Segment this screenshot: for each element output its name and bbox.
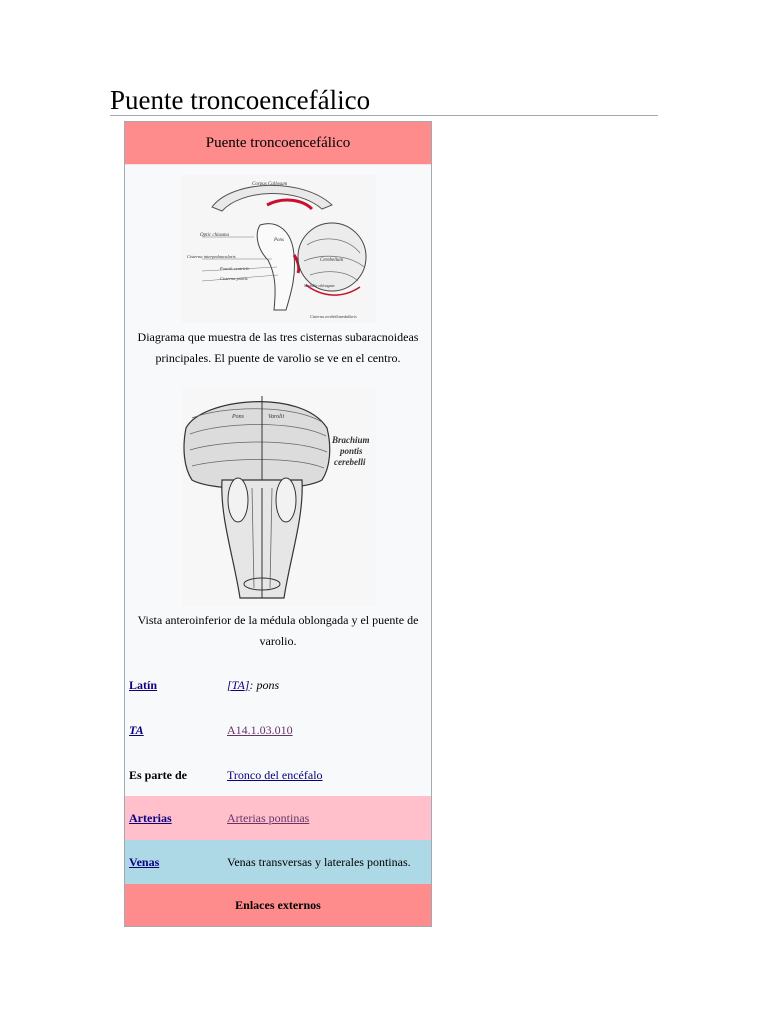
- part-of-label: Es parte de: [129, 767, 187, 782]
- diagram-label: Cisterna interpeduncularis: [187, 254, 236, 259]
- ta-bracket-link[interactable]: [TA]: [227, 677, 250, 692]
- diagram-label: Brachium: [332, 435, 370, 445]
- diagram-label: pontis: [340, 446, 363, 456]
- external-links-header: Enlaces externos: [125, 884, 431, 926]
- diagram-label: Varolii: [268, 414, 285, 420]
- image2-caption: Vista anteroinferior de la médula oblongada y el puente de varolio.: [137, 613, 419, 648]
- brain-sagittal-drawing: [182, 175, 376, 323]
- brainstem-link[interactable]: Tronco del encéfalo: [227, 767, 323, 782]
- ta-code-link[interactable]: A14.1.03.010: [227, 722, 293, 737]
- diagram-label: Fourth ventricle: [220, 266, 250, 271]
- latin-value: [227, 678, 279, 693]
- diagram-label: Pons: [274, 238, 284, 243]
- veins-link[interactable]: Venas: [129, 854, 160, 869]
- brain-sagittal-image[interactable]: [182, 175, 376, 323]
- diagram-label: Medulla oblongata: [304, 283, 335, 288]
- image1-caption: Diagrama que muestra de las tres cisternas subaracnoideas principales. El puente de varolio se ve en el centro.: [137, 330, 419, 365]
- infobox: [124, 121, 432, 927]
- diagram-label: Optic chiasma: [200, 233, 230, 238]
- latin-link[interactable]: Latín: [129, 677, 158, 692]
- pontine-arteries-link[interactable]: Arterias pontinas: [227, 810, 310, 825]
- row-arteries: [125, 796, 431, 840]
- ta-link[interactable]: TA: [129, 722, 144, 737]
- diagram-label: Corpus Callosum: [252, 182, 288, 187]
- diagram-label: cerebelli: [334, 457, 366, 467]
- page-title: Puente troncoencefálico: [110, 85, 371, 115]
- row-part-of: [125, 753, 431, 797]
- title-divider: [110, 115, 658, 116]
- pons-anterior-image[interactable]: [182, 388, 376, 606]
- diagram-label: Cerebellum: [320, 258, 344, 263]
- diagram-label: Cisterna pontis: [220, 276, 248, 281]
- diagram-label: Cisterna cerebellomedullaris: [310, 314, 357, 319]
- diagram-label: Pons: [232, 414, 244, 420]
- infobox-header: Puente troncoencefálico: [125, 122, 431, 165]
- arteries-link[interactable]: Arterias: [129, 810, 172, 825]
- veins-value: Venas transversas y laterales pontinas.: [227, 854, 411, 869]
- row-latin: [125, 663, 431, 707]
- pons-anterior-drawing: [182, 388, 376, 606]
- row-veins: [125, 840, 431, 884]
- latin-pons-text: : pons: [249, 677, 280, 692]
- row-ta: [125, 708, 431, 752]
